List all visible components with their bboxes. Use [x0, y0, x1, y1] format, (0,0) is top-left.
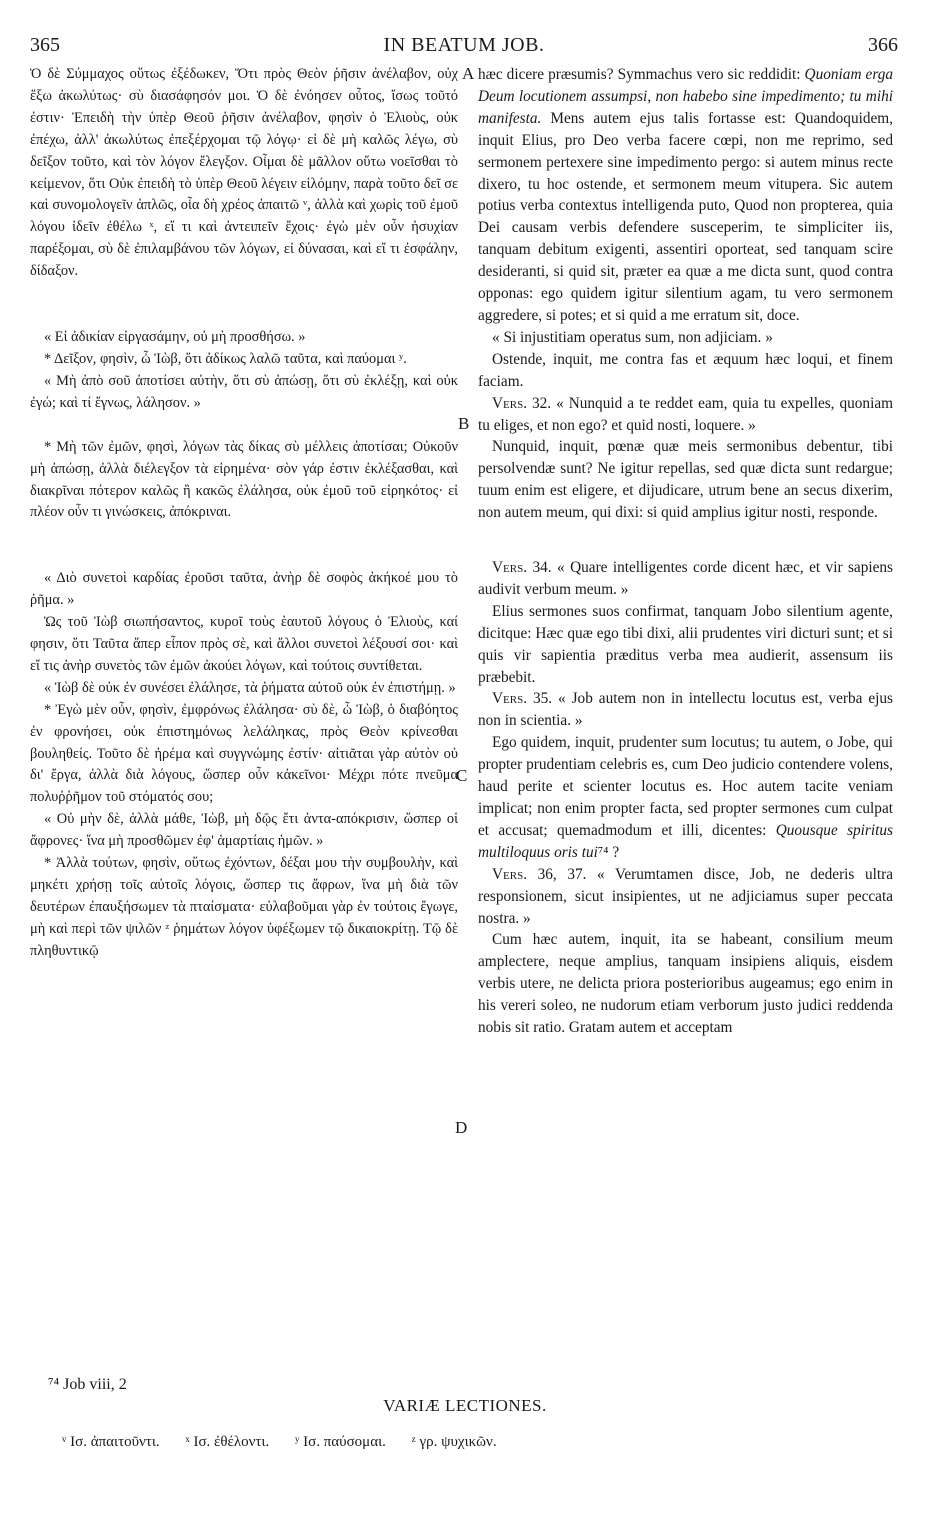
page-header — [30, 34, 898, 62]
latin-italic-quote: Quoniam erga Deum locutionem assumpsi, non habebo sine impedimento; tu mihi manifesta. — [478, 66, 894, 127]
greek-commentary: * Μὴ τῶν ἐμῶν, φησὶ, λόγων τὰς δίκας σὺ μέλλεις ἀποτίσαι; Οὐκοῦν μὴ ἀπώσῃ, ἀλλὰ διέλεγξον τὰ εἰρημένα· σὸν γάρ ἐστιν ἐκλέξασθαι, καὶ διακρῖναι πότερον καλῶς ἢ κακῶς ἐλάλησα, οὐκ ἐμοῦ τοῦ εἰρηκότος· εἰ πλέον οὖν τι γινώσκεις, ἀπόκριναι. — [30, 438, 458, 521]
latin-verse — [478, 864, 893, 930]
variae-lectiones-list — [62, 1434, 519, 1451]
greek-verse-quote: « Διὸ συνετοὶ καρδίας ἐροῦσι ταῦτα, ἀνὴρ δὲ σοφὸς ἀκήκοέ μου τὸ ῥῆμα. » — [30, 570, 458, 609]
greek-verse-quote: « Εἰ ἀδικίαν εἰργασάμην, οὐ μὴ προσθήσω. » — [44, 329, 306, 346]
latin-italic-quote: Quousque spiritus multiloquus oris tui — [478, 821, 893, 861]
greek-commentary: * Ἀλλὰ τούτων, φησὶν, οὕτως ἐχόντων, δέξαι μου τὴν συμβουλὴν, καὶ μηκέτι χρήσῃ τοῖς αὐτοῖς λόγοις, ὥσπερ τις ἄφρων, ἵνα μὴ διὰ τῶν δευτέρων ἐπαυξήσωμεν τὰ πταίσματα· εὐλαβοῦμαι γὰρ ἐν τούτοις ἔγωγε, μὴ καὶ περὶ τῶν ψιλῶν ᶻ ῥημάτων λόγον ὑφέξωμεν τῷ δικαιοκρίτῃ. Τῷ δὲ πληθυντικῷ — [30, 855, 458, 959]
footnote-ref: ⁷⁴ ? — [597, 843, 620, 861]
greek-verse-quote: « Μὴ ἀπὸ σοῦ ἀποτίσει αὐτὴν, ὅτι σὺ ἀπώσῃ, ὅτι σὺ ἐκλέξῃ, καὶ οὐκ ἐγώ; καὶ τί ἔγνως, λάλησον. » — [30, 372, 458, 411]
verse-text: « Verumtamen disce, Job, ne dederis ultra responsionem, sicut insipientes, ut ne adjiciamus super peccata nostra. » — [478, 865, 893, 927]
verse-label: Vers. 34. — [492, 559, 552, 577]
latin-verse — [478, 393, 893, 437]
variae-lectiones-title: VARIÆ LECTIONES. — [383, 1396, 547, 1415]
latin-commentary: Nunquid, inquit, pœnæ quæ meis sermonibus debentur, tibi persolvendæ sunt? Ne igitur repellas, sed quæ dicta sunt redargue; tuum enim est eligere, et dijudicare, utrum bene an secus dixerim, non autem meum, qui dixi: si quid amplius igitur nosti, responde. — [478, 438, 893, 522]
latin-text: Ego quidem, inquit, prudenter sum locutus; tu autem, o Jobe, qui propter prudentiam celebris es, cum Deo judicio contendere volens, haud perite et scienter locutus es. Hoc autem tacite veniam implicat; non enim propter facta, sed propter sermones cum culpat et accusat; quemadmodum et illi, dicentes: — [478, 734, 893, 839]
latin-commentary: Cum hæc autem, inquit, ita se habeant, consilium meum amplectere, neque amplius, tanquam insipiens aliquis, eisdem verbis utere, ne delicta priora posterioribus augeamus; ego enim in his vereri soleo, ne nudorum etiam verborum justo judici reddenda nobis sit ratio. Gratam autem et acceptam — [478, 931, 893, 1037]
page-number-left: 365 — [30, 34, 60, 56]
margin-marker-d: D — [455, 1118, 468, 1137]
latin-text: hæc dicere præsumis? Symmachus vero sic reddidit: — [478, 66, 801, 83]
latin-column — [478, 64, 893, 1039]
variant-reading: ᶻ γρ. ψυχικῶν. — [411, 1434, 497, 1450]
variant-reading: ʸ Ισ. παύσομαι. — [294, 1434, 386, 1450]
latin-verse-quote: « Si injustitiam operatus sum, non adjiciam. » — [492, 328, 773, 346]
latin-commentary — [478, 732, 893, 863]
variant-reading: ˣ Ισ. ἐθέλοντι. — [185, 1434, 270, 1450]
greek-column — [30, 64, 458, 963]
verse-text: « Nunquid a te reddet eam, quia tu expelles, quoniam tu eliges, et non ego? et quid nosti, loquere. » — [478, 394, 894, 434]
variant-reading: ᵛ Ισ. ἀπαιτοῦντι. — [62, 1434, 160, 1450]
latin-commentary: Elius sermones suos confirmat, tanquam Jobo silentium agente, dicitque: Hæc quæ ego tibi dixi, alii prudentes viri dicturi sunt; et si quis vir sapientia præditus verba mea audierit, assensum iis præbebit. — [478, 602, 893, 686]
greek-commentary: * Δεῖξον, φησὶν, ὦ Ἰὼβ, ὅτι ἀδίκως λαλῶ ταῦτα, καὶ παύομαι ʸ. — [44, 350, 407, 367]
footnote: ⁷⁴ Job viii, 2 — [48, 1376, 127, 1393]
greek-commentary: Ὡς τοῦ Ἰὼβ σιωπήσαντος, κυροῖ τοὺς ἑαυτοῦ λόγους ὁ Ἐλιοὺς, καί φησιν, ὅτι Ταῦτα ἅπερ εἶπον πρὸς σὲ, καὶ ἄλλοι συνετοὶ λέξουσί σοι· καὶ εἴ τις ἀνὴρ συνετὸς τῶν ἐμῶν ἀκούει λόγων, καὶ τούτοις συντίθεται. — [30, 614, 458, 674]
latin-verse — [478, 688, 893, 732]
margin-marker-c: C — [456, 766, 468, 785]
greek-verse-quote: « Οὐ μὴν δὲ, ἀλλὰ μάθε, Ἰὼβ, μὴ δῷς ἔτι ἀντα-απόκρισιν, ὥσπερ οἱ ἄφρονες· ἵνα μὴ προσθῶμεν ἐφ' ἁμαρτίαις ἡμῶν. » — [30, 811, 458, 850]
latin-text: Mens autem ejus talis fortasse est: Quandoquidem, inquit Elius, pro Deo verba facere cœpi, non me reprimo, sed sermonem pertexere sine impedimento pergo: si autem minus recte dixero, tu hoc ostende, et sermonem meum vitupera. Sic autem potius verba contextus intelligenda puto, Quod non propterea, quia Dei causam verbis defendere susceperim, te simpliciter iis, tanquam debitum exigenti, assentiri oporteat, sed tanquam scire desideranti, si quid sit, præter ea quæ a me dicta sunt, quod contra opponas: ego quidem igitur silentium agam, tu vero sermonem aggredere, si potes; et si quid a me erratum sit, doce. — [478, 109, 894, 324]
verse-text: « Job autem non in intellectu locutus est, verba ejus non in scientia. » — [478, 690, 893, 730]
greek-verse-quote: « Ἰὼβ δὲ οὐκ ἐν συνέσει ἐλάλησε, τὰ ῥήματα αὐτοῦ οὐκ ἐν ἐπιστήμῃ. » — [44, 679, 456, 696]
greek-commentary: * Ἐγὼ μὲν οὖν, φησὶν, ἐμφρόνως ἐλάλησα· σὺ δὲ, ὦ Ἰὼβ, ὁ διαβόητος ἐν φρονήσει, οὐκ ἐπιστημόνως λελάληκας, πρὸς Θεὸν κρίνεσθαι βουληθείς. Τοῦτο δὲ ἠρέμα καὶ συγγνώμης ἐστίν· αἰτιᾶται γὰρ αὐτὸν οὐ δι' ἔργα, ἀλλὰ διὰ λόγους, ὥσπερ οὖν κἀκεῖνοι· Μέχρι πότε πνεῦμα πολυῤῥῆμον τοῦ στόματός σου; — [30, 701, 458, 806]
latin-paragraph — [478, 64, 893, 327]
page-number-right: 366 — [868, 34, 898, 56]
running-title: IN BEATUM JOB. — [383, 34, 545, 56]
verse-label: Vers. 35. — [492, 690, 553, 708]
verse-label: Vers. 32. — [492, 394, 552, 412]
verse-text: « Quare intelligentes corde dicent hæc, et vir sapiens audivit verbum meum. » — [478, 559, 893, 598]
greek-paragraph: Ὁ δὲ Σύμμαχος οὕτως ἐξέδωκεν, Ὅτι πρὸς Θεὸν ῥῆσιν ἀνέλαβον, οὐχ ἕξω ἀκωλύτως· σὺ διασάφησόν μοι. Ὁ δὲ ἐνόησεν οὗτος, ἴσως τοῦτό ἐστιν· Ἐπειδὴ τὴν ὑπὲρ Θεοῦ ῥῆσιν ἀνέλαβον, φησὶν ὁ Ἐλιοὺς, οὐκ ἐπέχω, ἀλλ' ἀκωλύτως ἐπεξέρχομαι τῷ λόγῳ· εἰ δὲ μὴ καλῶς λέγω, σὺ δεῖξον τοῦτο, καὶ τὸν λόγον ἔλεγξον. Οἶμαι δὲ μᾶλλον οὕτω νοεῖσθαι τὸ κείμενον, ὅτι Οὐκ ἐπειδὴ τὸ ὑπὲρ Θεοῦ λέγειν εἱλόμην, παρὰ τοῦτο δεῖ σε καὶ συνομολογεῖν ἁπλῶς, οἷα δὴ χρέος ἀπαιτῶ ᵛ, ἀλλὰ καὶ χωρὶς τοῦ ἐμοῦ λόγου ἰδεῖν ἐθέλω ˣ, εἴ τι καὶ ἀντειπεῖν ἔχοις· ἐγὼ μὲν οὖν ἡσυχίαν παρέξομαι, σὺ δὲ ἐπιλαμβάνου τῶν λόγων, εἰ δύνασαι, καὶ εἴ τι ἐσφάλην, δίδαξον. — [30, 66, 458, 280]
margin-marker-b: B — [458, 414, 470, 433]
margin-marker-a: A — [462, 64, 475, 83]
latin-commentary: Ostende, inquit, me contra fas et æquum hæc loqui, et finem faciam. — [478, 350, 893, 390]
verse-label: Vers. 36, 37. — [492, 865, 587, 883]
latin-verse — [478, 557, 893, 601]
